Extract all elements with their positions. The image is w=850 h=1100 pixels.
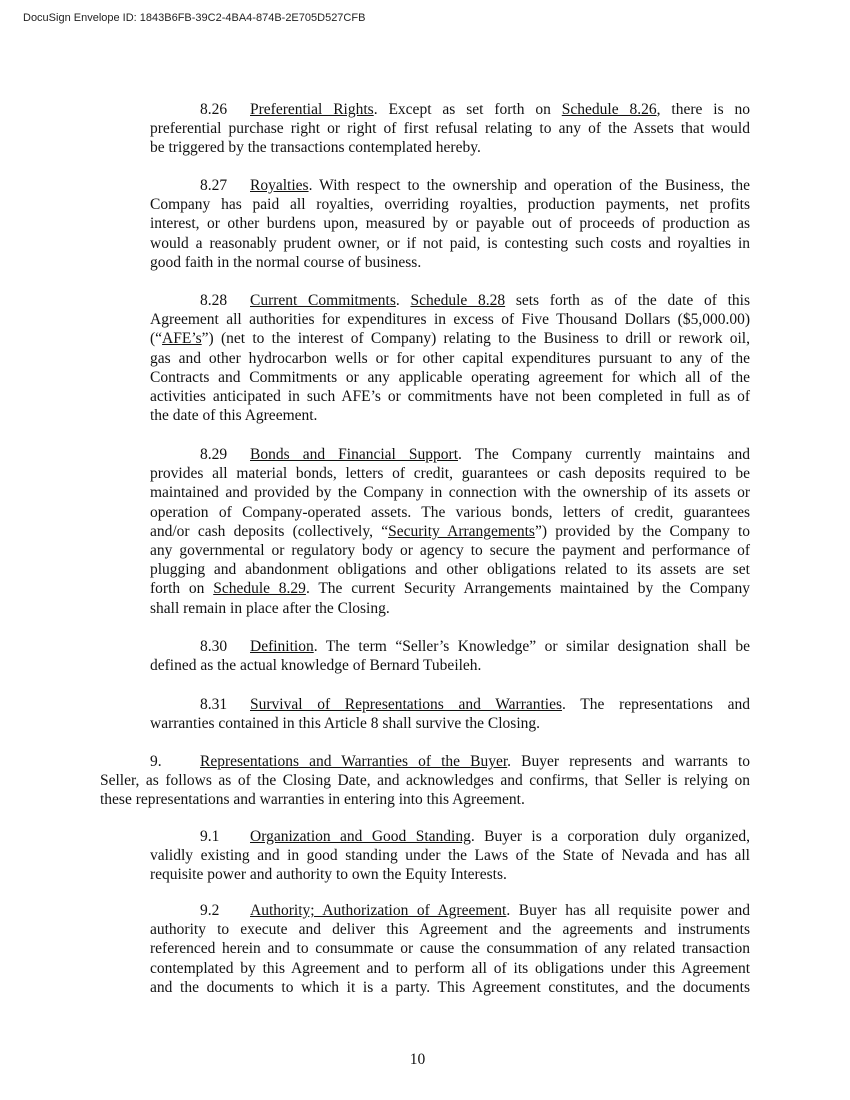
text-segment: . Buyer has all requisite power and <box>506 902 750 919</box>
text-line <box>150 368 750 387</box>
text-line <box>150 406 750 425</box>
text-segment: and/or cash deposits (collectively, “ <box>150 522 389 540</box>
text-line <box>150 291 750 310</box>
text-segment: operation of Company-operated assets. The various bonds, letters of credit, guarantees <box>150 503 750 521</box>
text-segment: referenced herein and to consummate or cause the consummation of any related transaction <box>150 940 750 958</box>
text-line <box>150 695 750 714</box>
text-segment: plugging and abandonment obligations and other obligations related to its assets are set <box>150 561 750 579</box>
text-segment: ”) provided by the Company to <box>534 522 751 540</box>
defined-term: Security Arrangements <box>388 522 535 540</box>
text-segment: interest, or other burdens upon, measured by or payable out of proceeds of production as <box>150 215 750 233</box>
text-line <box>150 901 750 920</box>
text-line <box>150 503 750 522</box>
text-segment: . The current Security Arrangements maintained by the Company <box>305 580 750 598</box>
section-number: 8.27 <box>200 177 228 194</box>
text-segment: activities anticipated in such AFE’s or commitments have not been completed in full as of <box>150 387 750 405</box>
section-number: 9.1 <box>200 828 220 845</box>
text-segment: the date of this Agreement. <box>150 407 318 425</box>
text-line <box>150 920 750 939</box>
text-line <box>150 541 750 560</box>
text-segment: Company has paid all royalties, overriding royalties, production payments, net profits <box>150 196 750 214</box>
text-segment: Seller, as follows as of the Closing Date, and acknowledges and confirms, that Seller is relying on <box>100 772 750 790</box>
defined-term: AFE’s <box>162 330 202 348</box>
text-segment: would a reasonably prudent owner, or if not paid, is contesting such costs and royalties in <box>150 234 750 252</box>
text-segment: authority to execute and deliver this Agreement and the agreements and instruments <box>150 921 750 939</box>
text-line <box>150 827 750 846</box>
defined-term: Schedule 8.28 <box>410 292 506 309</box>
text-line <box>150 599 750 618</box>
text-line <box>150 100 750 119</box>
text-segment: . The representations and <box>562 696 750 713</box>
text-segment: . Buyer represents and warrants to <box>507 753 751 770</box>
text-segment: . <box>395 292 411 309</box>
section-8-27 <box>150 176 750 272</box>
section-8-28 <box>150 291 750 425</box>
section-heading: Definition <box>250 638 314 655</box>
text-line <box>150 253 750 272</box>
text-segment: maintained and provided by the Company in connection with the ownership of its assets or <box>150 484 750 502</box>
text-segment: . With respect to the ownership and operation of the Business, the <box>308 177 750 194</box>
text-line <box>150 329 750 348</box>
section-8-30 <box>150 637 750 675</box>
section-8-29 <box>150 445 750 618</box>
text-line <box>150 714 750 733</box>
text-line <box>150 445 750 464</box>
text-line <box>150 464 750 483</box>
text-segment: any governmental or regulatory body or agency to secure the payment and performance of <box>150 541 750 559</box>
text-segment: . The term “Seller’s Knowledge” or similar designation shall be <box>313 638 750 655</box>
section-9 <box>100 752 750 810</box>
text-segment: forth on <box>150 580 214 598</box>
text-line <box>100 790 750 809</box>
text-segment: (“ <box>150 330 163 348</box>
section-number: 8.30 <box>200 638 228 655</box>
text-segment: . The Company currently maintains and <box>458 446 750 463</box>
docusign-envelope-id: DocuSign Envelope ID: 1843B6FB-39C2-4BA4-874B-2E705D527CFB <box>23 12 366 24</box>
section-heading: Authority; Authorization of Agreement <box>250 902 507 919</box>
section-8-31 <box>150 695 750 733</box>
text-segment: and the documents to which it is a party. This Agreement constitutes, and the documents <box>150 978 750 996</box>
text-segment: preferential purchase right or right of first refusal relating to any of the Assets that would <box>150 120 750 138</box>
text-line <box>150 637 750 656</box>
text-segment: these representations and warranties in entering into this Agreement. <box>100 791 525 809</box>
text-line <box>150 846 750 865</box>
text-line <box>150 138 750 157</box>
text-line <box>150 214 750 233</box>
section-number: 9.2 <box>200 902 220 919</box>
text-segment: requisite power and authority to own the Equity Interests. <box>150 866 507 884</box>
text-line <box>150 176 750 195</box>
text-segment: shall remain in place after the Closing. <box>150 599 390 617</box>
text-segment: . Buyer is a corporation duly organized, <box>470 828 750 845</box>
text-line <box>150 522 750 541</box>
text-segment: Agreement all authorities for expenditures in excess of Five Thousand Dollars ($5,000.00) <box>150 311 750 329</box>
text-line <box>150 865 750 884</box>
section-heading: Bonds and Financial Support <box>250 446 459 463</box>
text-segment: contemplated by this Agreement and to perform all of its obligations under this Agreement <box>150 959 750 977</box>
text-line <box>150 387 750 406</box>
section-9-1 <box>150 827 750 885</box>
text-line <box>100 771 750 790</box>
section-heading: Current Commitments <box>250 292 396 309</box>
text-segment: Contracts and Commitments or any applicable operating agreement for which all of the <box>150 368 750 386</box>
text-segment: validly existing and in good standing under the Laws of the State of Nevada and has all <box>150 847 750 865</box>
section-8-26 <box>150 100 750 158</box>
page-number: 10 <box>409 1051 426 1068</box>
text-segment: gas and other hydrocarbon wells or for other capital expenditures pursuant to any of the <box>150 349 750 367</box>
section-number: 8.26 <box>200 101 228 118</box>
section-heading: Survival of Representations and Warranties <box>250 696 563 713</box>
defined-term: Schedule 8.29 <box>213 580 306 598</box>
section-9-2 <box>150 901 750 997</box>
text-line <box>150 234 750 253</box>
text-segment: . Except as set forth on <box>373 101 562 118</box>
text-line <box>150 310 750 329</box>
text-line <box>150 349 750 368</box>
text-line <box>150 195 750 214</box>
text-line <box>150 560 750 579</box>
section-heading: Representations and Warranties of the Buyer <box>200 753 508 770</box>
section-heading: Preferential Rights <box>250 101 374 118</box>
text-segment: good faith in the normal course of business. <box>150 253 422 271</box>
text-segment: defined as the actual knowledge of Bernard Tubeileh. <box>150 657 482 675</box>
text-line <box>100 752 750 771</box>
text-line <box>150 119 750 138</box>
section-number: 8.29 <box>200 446 228 463</box>
section-number: 8.28 <box>200 292 228 309</box>
text-segment: warranties contained in this Article 8 shall survive the Closing. <box>150 715 541 733</box>
text-line <box>150 656 750 675</box>
text-segment: , there is no <box>656 101 750 118</box>
section-number: 8.31 <box>200 696 228 713</box>
text-line <box>150 483 750 502</box>
text-line <box>150 939 750 958</box>
text-segment: provides all material bonds, letters of credit, guarantees or cash deposits required to be <box>150 465 750 483</box>
text-line <box>150 978 750 997</box>
text-segment: ”) (net to the interest of Company) relating to the Business to drill or rework oil, <box>201 330 750 348</box>
section-heading: Organization and Good Standing <box>250 828 471 845</box>
defined-term: Schedule 8.26 <box>561 101 657 118</box>
text-line <box>150 579 750 598</box>
section-heading: Royalties <box>250 177 309 194</box>
text-line <box>150 959 750 978</box>
text-segment: sets forth as of the date of this <box>505 292 750 309</box>
section-number: 9. <box>150 753 162 770</box>
text-segment: be triggered by the transactions contemplated hereby. <box>150 139 481 157</box>
